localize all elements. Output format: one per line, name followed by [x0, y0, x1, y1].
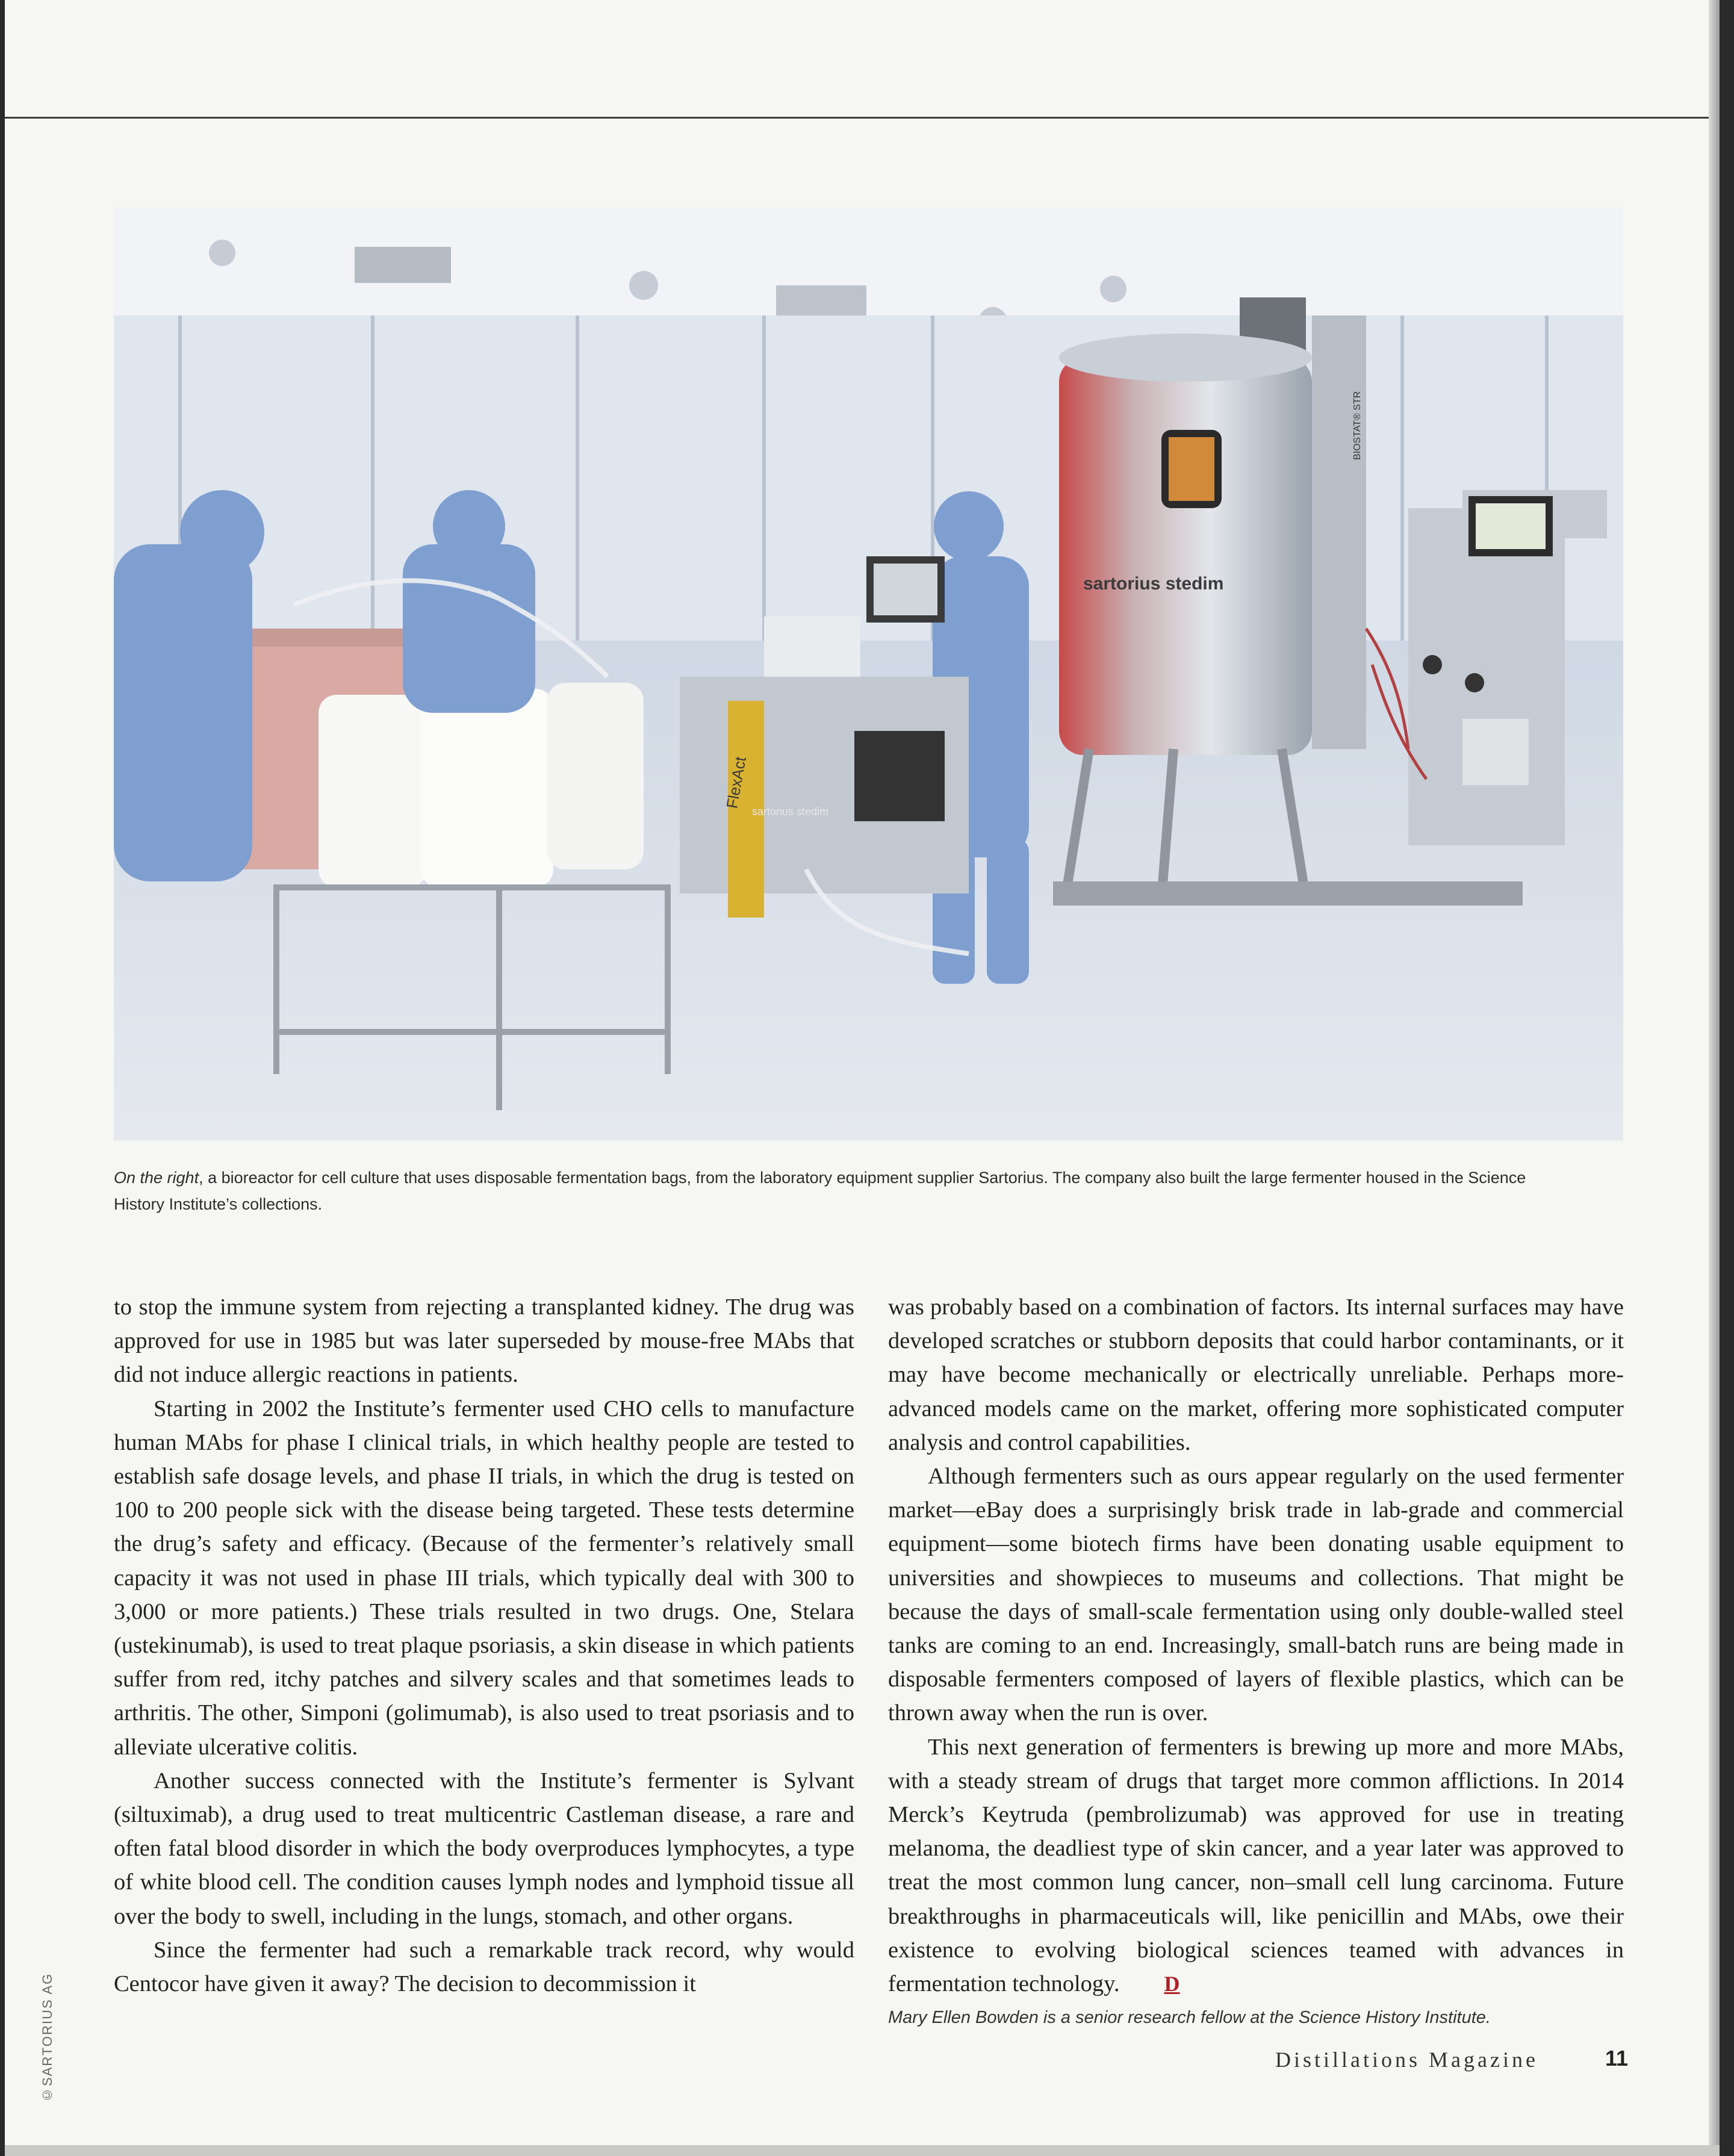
lab-photo	[114, 207, 1623, 1140]
caption-lead: On the right	[114, 1169, 199, 1187]
pump-brand-label: sartorius stedim	[752, 806, 829, 818]
biostat-label: BIOSTAT® STR	[1352, 391, 1363, 460]
right-column	[888, 1290, 1624, 2034]
right-paragraph: Although fermenters such as ours appear regularly on the used fermenter market—eBay does a surprisingly brisk trade in lab-grade and commercial equipment—some biotech firms have been donating usable equipment to universities and showpieces to museums and collections. That might be because the days of small-scale fermentation using only double-walled steel tanks are coming to an end. Increasingly, small-batch runs are being made in disposable fermenters composed of layers of flexible plastics, which can be thrown away when the run is over.	[888, 1464, 1624, 1726]
page-edge	[1709, 0, 1720, 2156]
final-paragraph-text: This next generation of fermenters is brewing up more and more MAbs, with a steady stream of drugs that target more common afflictions. In 2014 Merck’s Keytruda (pembrolizumab) was approved for use in treating melanoma, the deadliest type of skin cancer, and a year later was approved to treat the most common lung cancer, non–small cell lung carcinoma. Future breakthroughs in pharmaceuticals will, like penicillin and MAbs, owe their existence to evolving biological sciences teamed with advances in fermentation technology.	[888, 1734, 1624, 1997]
page-number: 11	[1605, 2046, 1629, 2071]
flexact-label: FlexAct	[722, 755, 750, 810]
tank-brand-label: sartorius stedim	[1083, 574, 1224, 594]
caption-text: , a bioreactor for cell culture that uses disposable fermentation bags, from the laboratory equipment supplier Sartorius. The company also built the large fermenter housed in the Science History Institute’s collections.	[114, 1169, 1526, 1213]
left-paragraph: Another success connected with the Institute’s fermenter is Sylvant (siltuximab), a drug used to treat multicentric Castleman disease, a rare and often fatal blood disorder in which the body overproduces lymphocytes, a type of white blood cell. The condition causes lymph nodes and lymphoid tissue all over the body to swell, including in the lungs, stomach, and other organs.	[114, 1768, 854, 1929]
left-paragraph: Starting in 2002 the Institute’s fermenter used CHO cells to manufacture human MAbs for phase I clinical trials, in which healthy people are tested to establish safe dosage levels, and phase II trials, in which the drug is tested on 100 to 200 people sick with the disease being targeted. These tests determine the drug’s safety and efficacy. (Because of the fermenter’s relatively small capacity it was not used in phase III trials, which typically deal with 300 to 3,000 or more patients.) These trials resulted in two drugs. One, Stelara (ustekinumab), is used to treat plaque psoriasis, a skin disease in which patients suffer from red, itchy patches and silvery scales and that sometimes leads to arthritis. The other, Simponi (golimumab), is also used to treat psoriasis and to alleviate ulcerative colitis.	[114, 1396, 854, 1760]
photo-caption	[114, 1164, 1577, 1217]
header-rule	[5, 117, 1709, 119]
footer-magazine-name: Distillations Magazine	[1275, 2048, 1538, 2072]
left-column	[114, 1290, 854, 2001]
page-bottom-edge	[5, 2145, 1720, 2156]
left-paragraph: Since the fermenter had such a remarkable track record, why would Centocor have given it away? The decision to decommission it	[114, 1937, 854, 1997]
end-mark-icon: D	[1164, 1972, 1180, 1996]
photo-credit: ©SARTORIUS AG	[40, 1972, 55, 2102]
left-paragraph: to stop the immune system from rejecting a transplanted kidney. The drug was approved for use in 1985 but was later superseded by mouse-free MAbs that did not induce allergic reactions in patients.	[114, 1294, 854, 1388]
right-paragraph: was probably based on a combination of factors. Its internal surfaces may have developed scratches or stubborn deposits that could harbor contaminants, or it may have become mechanically or electrically unreliable. Perhaps more-advanced models came on the market, offering more sophisticated computer analysis and control capabilities.	[888, 1294, 1624, 1455]
right-paragraph-final	[888, 1730, 1624, 2001]
author-bio: Mary Ellen Bowden is a senior research fellow at the Science History Institute.	[888, 2008, 1491, 2028]
magazine-page	[5, 0, 1720, 2156]
